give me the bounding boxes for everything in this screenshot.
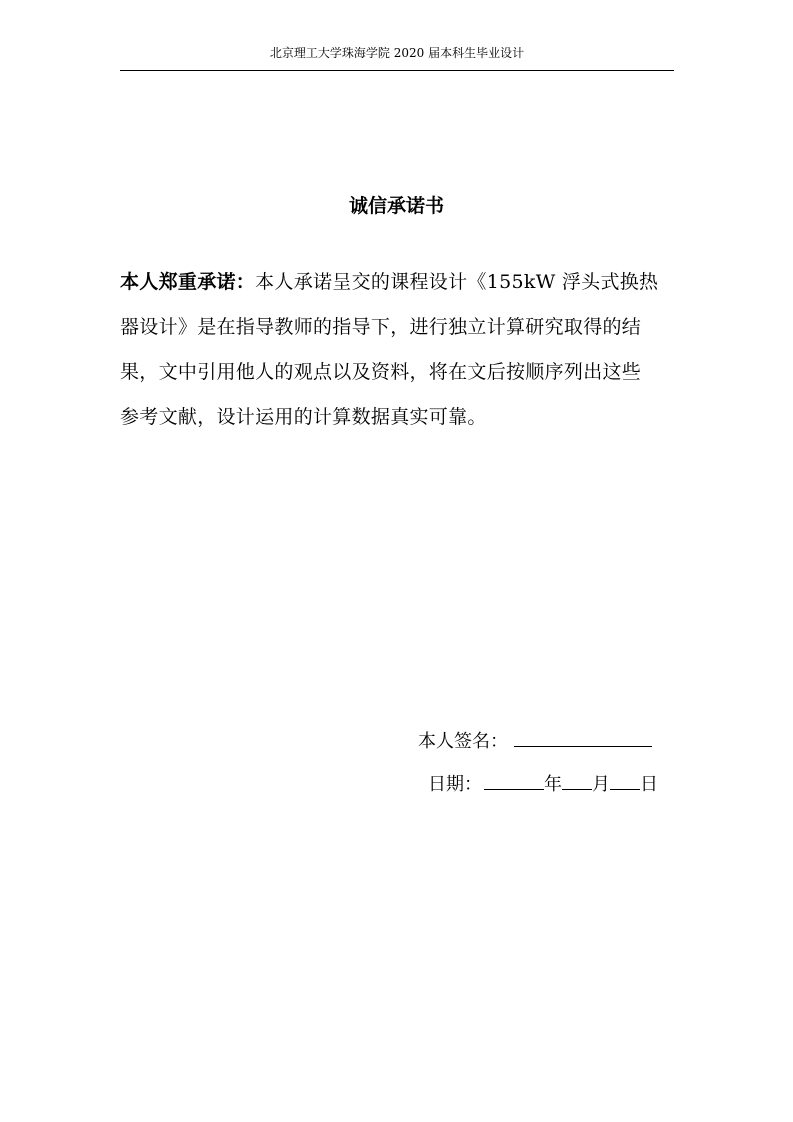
page-title: 诚信承诺书 [348, 195, 444, 217]
page-header [120, 44, 674, 71]
day-blank[interactable] [610, 769, 640, 790]
pledge-paragraph [120, 260, 660, 440]
pledge-body: 本人承诺呈交的课程设计《155kW 浮头式换热器设计》是在指导教师的指导下，进行独立计算研究取得的结果，文中引用他人的观点以及资料，将在文后按顺序列出这些参考文献，设计运用的计算数据真实可靠。 [120, 271, 659, 428]
date-label: 日期： [428, 774, 482, 795]
year-label: 年 [544, 774, 562, 795]
date-line [428, 769, 658, 798]
month-blank[interactable] [562, 769, 592, 790]
signature-label: 本人签名： [418, 731, 508, 752]
header-text: 北京理工大学珠海学院 2020 届本科生毕业设计 [269, 46, 525, 60]
month-label: 月 [592, 774, 610, 795]
pledge-lead: 本人郑重承诺： [120, 271, 256, 293]
signature-line [418, 726, 652, 755]
signature-blank[interactable] [514, 726, 652, 747]
day-label: 日 [640, 774, 658, 795]
year-blank[interactable] [484, 769, 544, 790]
